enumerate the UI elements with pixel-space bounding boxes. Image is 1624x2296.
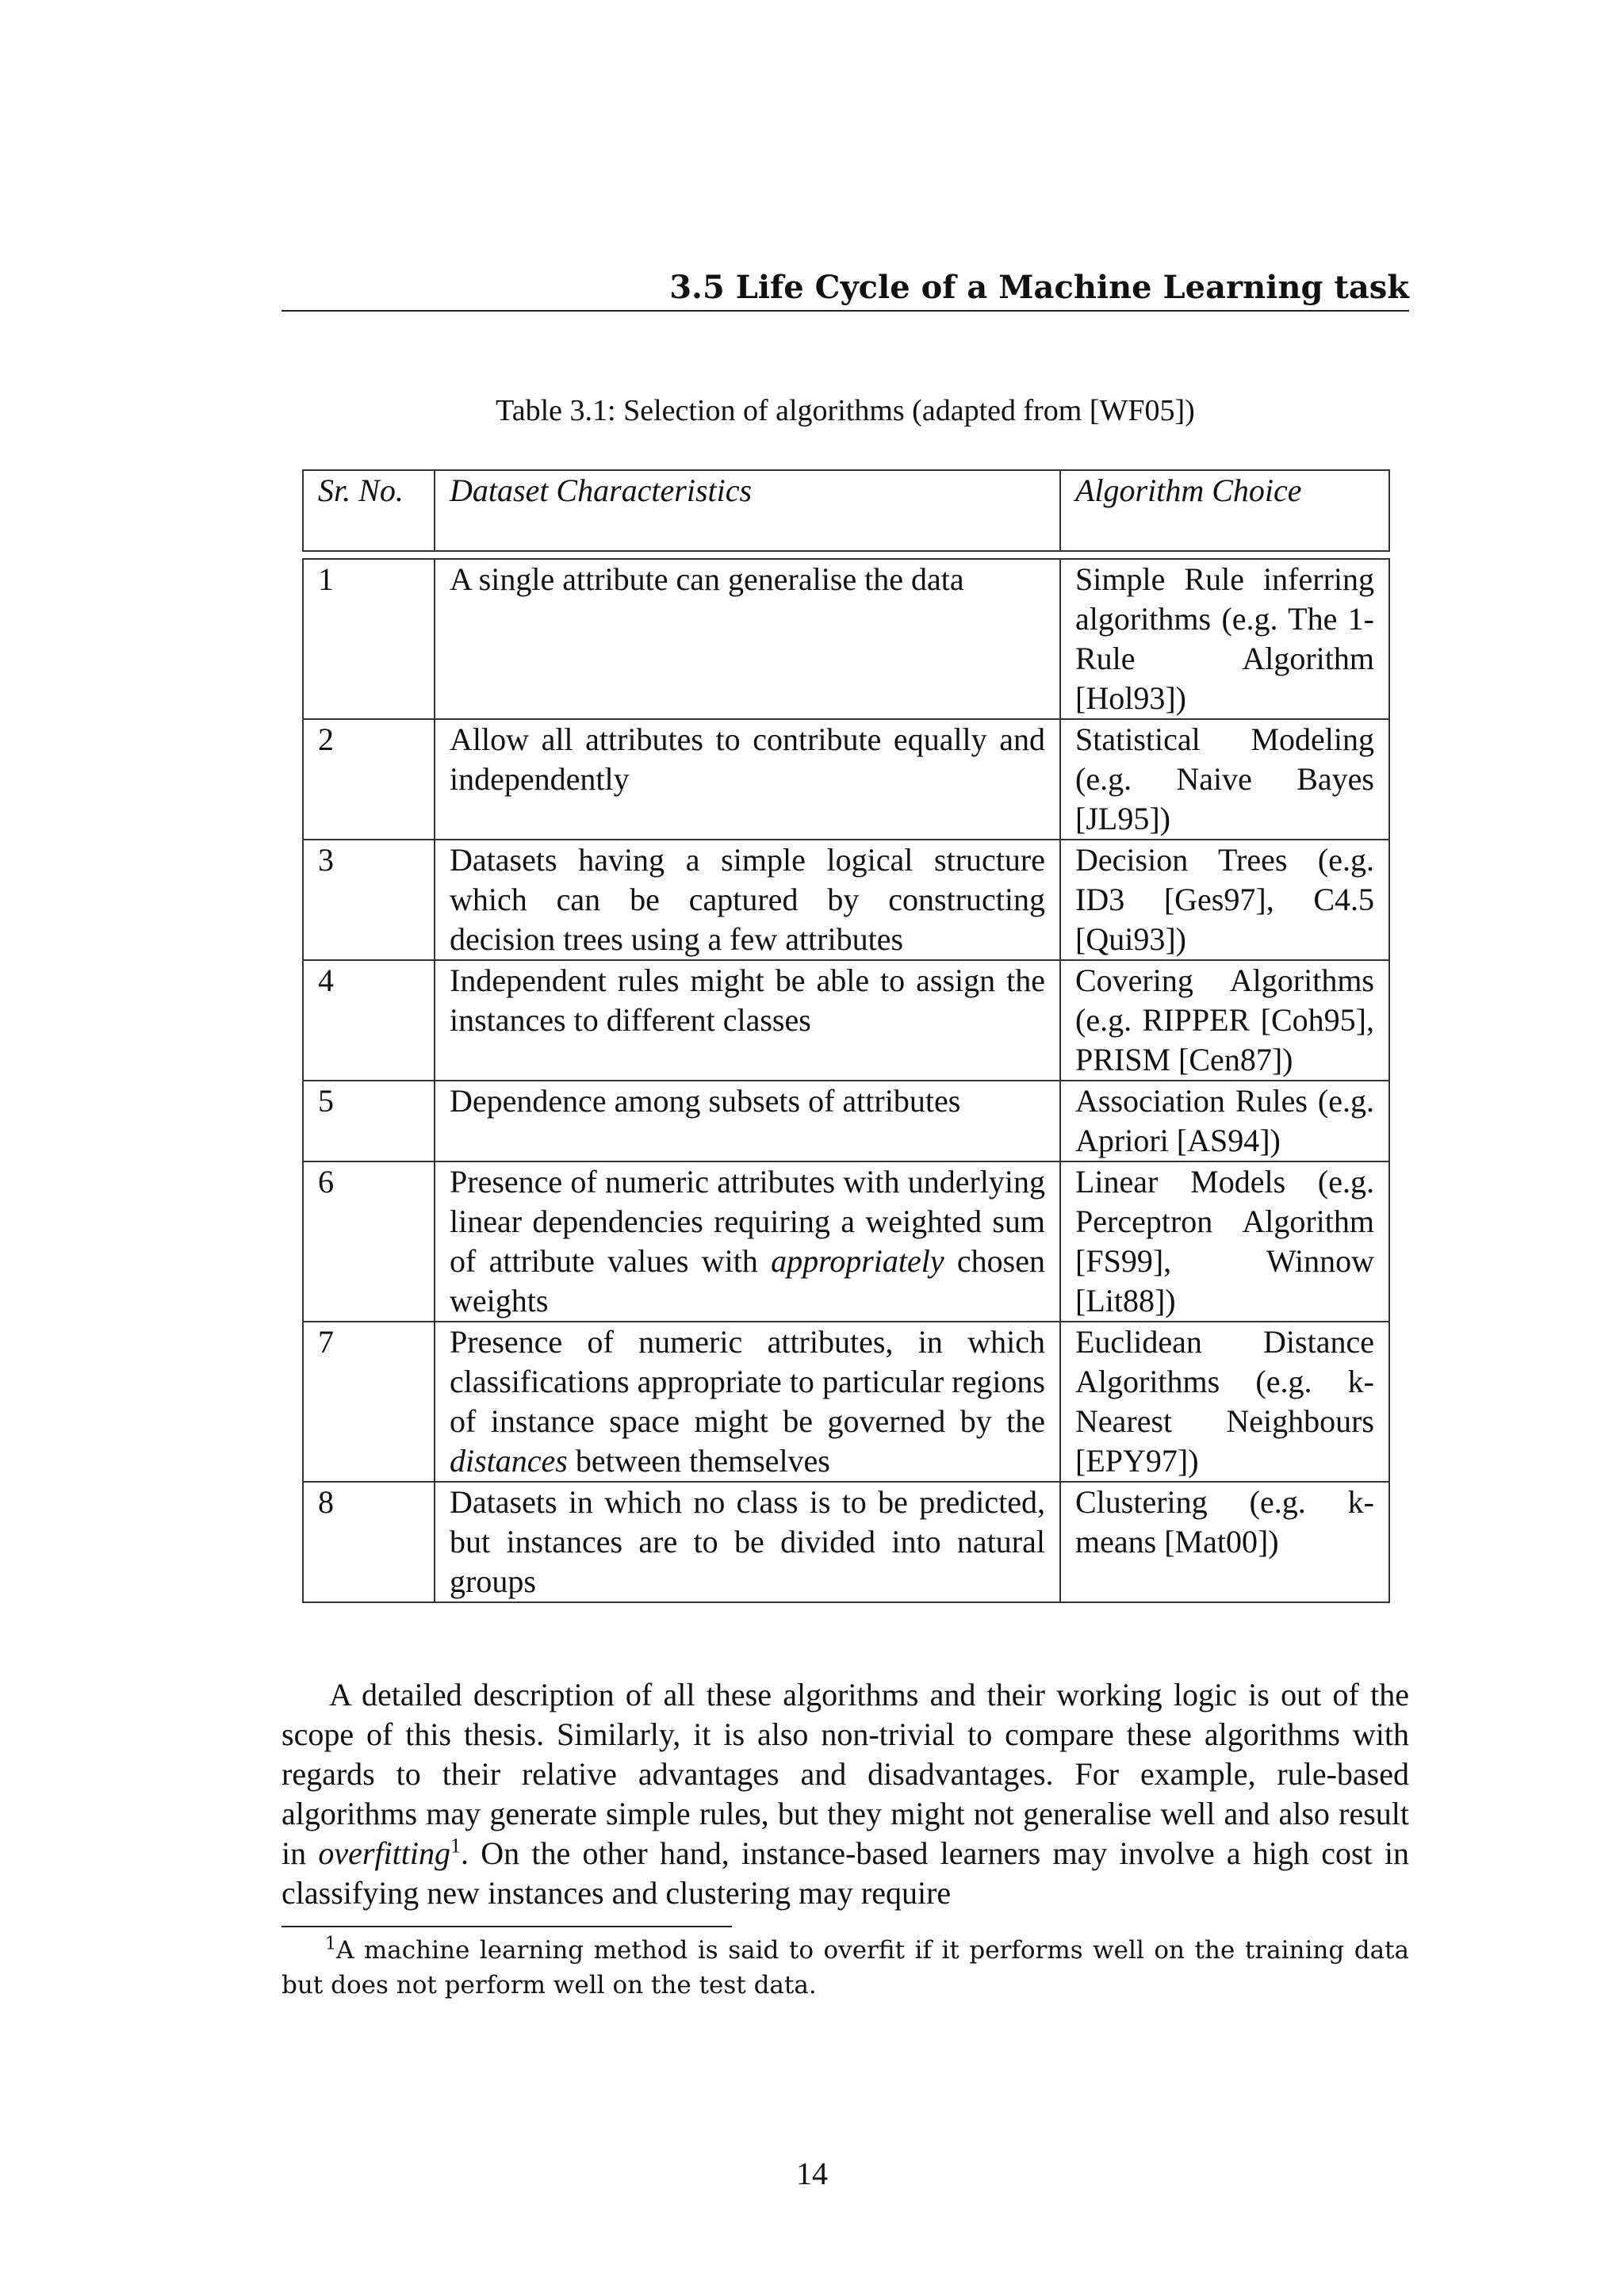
dataset-characteristics-cell: Allow all attributes to contribute equally and independently (435, 719, 1060, 840)
header-rule (282, 310, 1409, 312)
algorithm-choice-cell: Covering Algorithms (e.g. RIPPER [Coh95], PRISM [Cen87]) (1060, 960, 1389, 1081)
column-header-dataset-characteristics: Dataset Characteristics (435, 470, 1060, 551)
row-number: 2 (303, 719, 435, 840)
characteristics-text: Presence of numeric attributes, in which classifications appropriate to particular regions of instance space might be governed by the (450, 1324, 1045, 1439)
dataset-characteristics-cell: A single attribute can generalise the data (435, 559, 1060, 719)
body-paragraph (282, 1675, 1409, 1913)
dataset-characteristics-cell: Datasets having a simple logical structure which can be captured by constructing decision trees using a few attributes (435, 840, 1060, 960)
table-row (303, 840, 1389, 960)
algorithm-choice-cell: Clustering (e.g. k-means [Mat00]) (1060, 1482, 1389, 1602)
page-number: 14 (796, 2156, 828, 2191)
characteristics-text: between themselves (567, 1443, 830, 1479)
column-header-sr-no: Sr. No. (303, 470, 435, 551)
row-number: 3 (303, 840, 435, 960)
footnote-rule (282, 1926, 732, 1927)
characteristics-text: chosen weights (450, 1243, 1046, 1318)
emphasized-term: appropriately (771, 1243, 944, 1279)
paragraph-text: . On the other hand, instance-based learners may involve a high cost in classifying new instances and clustering may require (282, 1835, 1409, 1911)
table-caption: Table 3.1: Selection of algorithms (adapted from [WF05]) (496, 394, 1195, 427)
table-row (303, 559, 1389, 719)
algorithm-choice-cell: Association Rules (e.g. Apriori [AS94]) (1060, 1081, 1389, 1161)
footnote-reference: 1 (450, 1834, 462, 1858)
footnote (282, 1933, 1409, 2003)
algorithm-choice-cell: Statistical Modeling (e.g. Naive Bayes [JL95]) (1060, 719, 1389, 840)
algorithm-choice-cell: Simple Rule inferring algorithms (e.g. The 1- Rule Algorithm [Hol93]) (1060, 559, 1389, 719)
dataset-characteristics-cell: Dependence among subsets of attributes (435, 1081, 1060, 1161)
table-row (303, 1081, 1389, 1161)
row-number: 5 (303, 1081, 435, 1161)
dataset-characteristics-cell (435, 1161, 1060, 1322)
dataset-characteristics-cell: Independent rules might be able to assign the instances to different classes (435, 960, 1060, 1081)
paragraph-text: A detailed description of all these algorithms and their working logic is out of the scope of this thesis. Similarly, it is also non-trivial to compare these algorithms with regards to their relative advantages and disadvantages. For example, rule-based algorithms may generate simple rules, but they might not generalise well and also result in (282, 1677, 1409, 1871)
row-number: 1 (303, 559, 435, 719)
table-row (303, 1322, 1389, 1482)
running-header: 3.5 Life Cycle of a Machine Learning task (669, 269, 1409, 306)
algorithm-choice-cell: Linear Models (e.g. Perceptron Algorithm [FS99], Winnow [Lit88]) (1060, 1161, 1389, 1322)
characteristics-text: Presence of numeric attributes with underlying linear dependencies requiring a weighted sum of attribute values with (450, 1164, 1045, 1279)
header-separator (303, 551, 1389, 559)
emphasized-term: overfitting (318, 1835, 451, 1871)
algorithm-selection-table (302, 469, 1390, 1603)
footnote-mark: 1 (325, 1934, 336, 1954)
emphasized-term: distances (450, 1443, 568, 1479)
dataset-characteristics-cell: Datasets in which no class is to be predicted, but instances are to be divided into natural groups (435, 1482, 1060, 1602)
footnote-text: A machine learning method is said to overfit if it performs well on the training data but does not perform well on the test data. (282, 1936, 1409, 1999)
algorithm-choice-cell: Decision Trees (e.g. ID3 [Ges97], C4.5 [Qui93]) (1060, 840, 1389, 960)
table-row (303, 1482, 1389, 1602)
table-row (303, 1161, 1389, 1322)
row-number: 4 (303, 960, 435, 1081)
row-number: 6 (303, 1161, 435, 1322)
row-number: 8 (303, 1482, 435, 1602)
table-row (303, 960, 1389, 1081)
table-row (303, 719, 1389, 840)
dataset-characteristics-cell (435, 1322, 1060, 1482)
row-number: 7 (303, 1322, 435, 1482)
table-header-row (303, 470, 1389, 551)
algorithm-choice-cell: Euclidean Distance Algorithms (e.g. k-Nearest Neighbours [EPY97]) (1060, 1322, 1389, 1482)
column-header-algorithm-choice: Algorithm Choice (1060, 470, 1389, 551)
